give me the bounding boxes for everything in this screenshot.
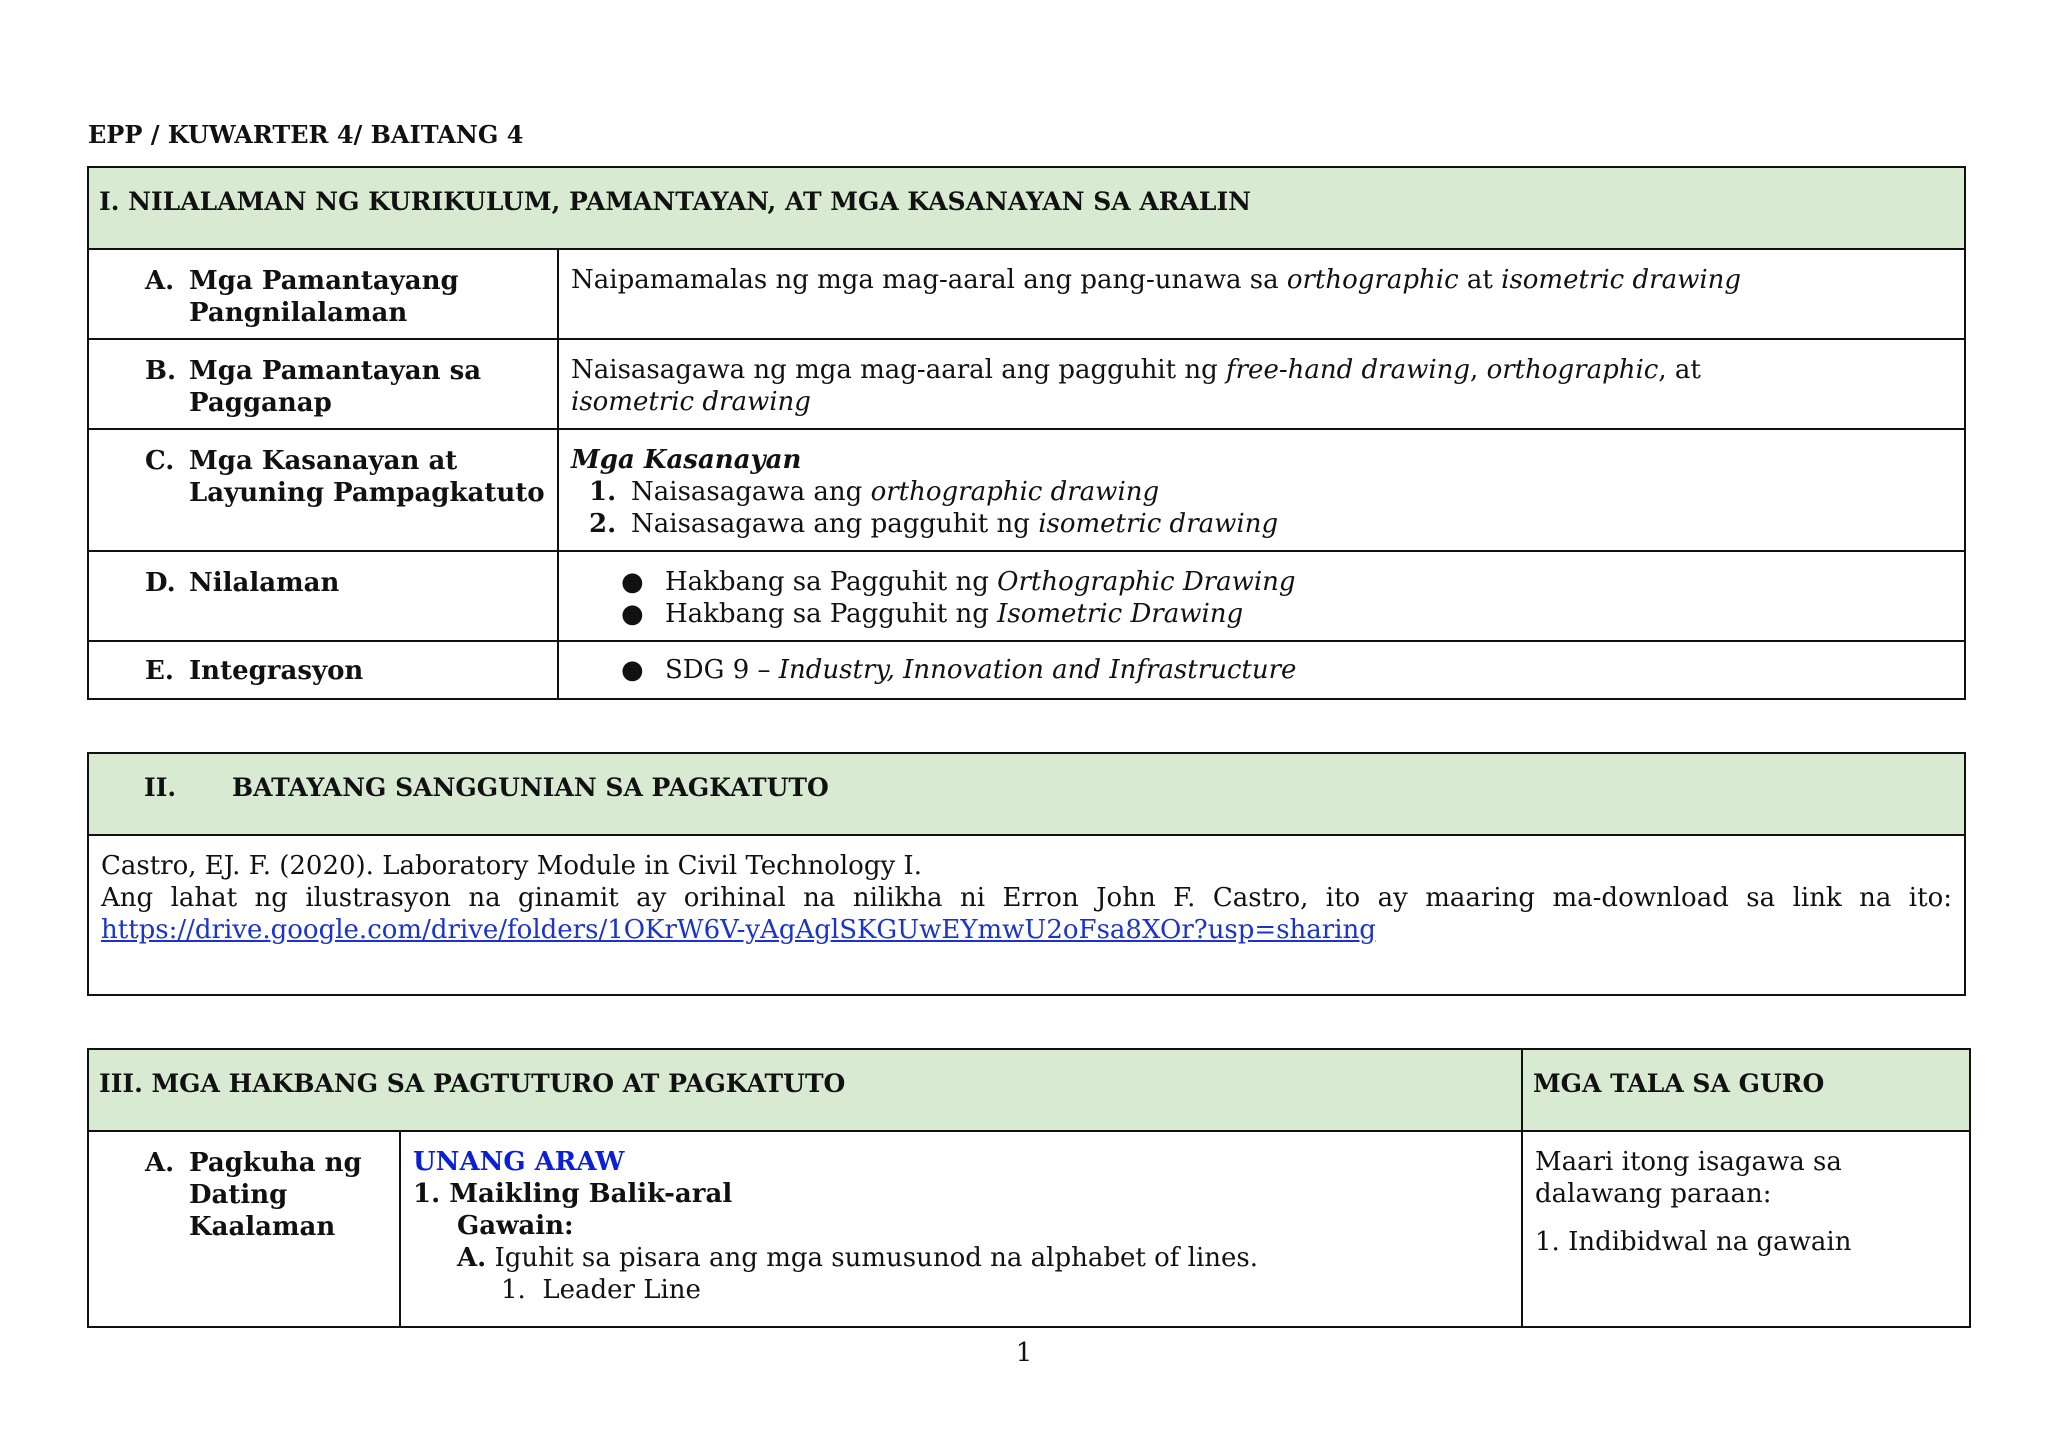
row-a-label <box>88 249 558 339</box>
item-number: 2. <box>589 509 617 539</box>
row-c-content <box>558 429 1965 551</box>
drive-link[interactable]: https://drive.google.com/drive/folders/1OKrW6V-yAgAglSKGUwEYmwU2oFsa8XOr?usp=sharing <box>101 915 1376 945</box>
section-2-title-text: BATAYANG SANGGUNIAN SA PAGKATUTO <box>232 773 829 802</box>
list-item <box>571 566 1952 598</box>
section-2-number: II. <box>144 773 177 802</box>
item-text: Leader Line <box>542 1275 701 1305</box>
item-number: 1. <box>501 1275 526 1305</box>
item-text: SDG 9 – <box>665 655 779 685</box>
page-number: 1 <box>1015 1338 1033 1368</box>
table-row <box>88 429 1965 551</box>
item-emphasis: isometric drawing <box>1038 509 1279 539</box>
table-row <box>88 835 1965 995</box>
table-row <box>88 249 1965 339</box>
item-text: Hakbang sa Pagguhit ng <box>665 599 998 629</box>
row-letter: C. <box>145 446 175 476</box>
reference-line: Castro, EJ. F. (2020). Laboratory Module in Civil Technology I. <box>101 851 922 881</box>
row-e-content <box>558 641 1965 699</box>
row-d-content <box>558 551 1965 641</box>
step-title: 1. Maikling Balik-aral <box>413 1179 733 1209</box>
day-label: UNANG ARAW <box>413 1147 625 1177</box>
row-label: Mga Pamantayang Pangnilalaman <box>189 266 459 328</box>
row-b-label <box>88 339 558 429</box>
content-text: , at <box>1658 355 1701 385</box>
instruction-text: Iguhit sa pisara ang mga sumusunod na alphabet of lines. <box>494 1243 1259 1273</box>
content-emphasis: free-hand drawing <box>1226 355 1471 385</box>
content-text: , <box>1470 355 1487 385</box>
references-content <box>88 835 1965 995</box>
content-text: Naisasagawa ng mga mag-aaral ang pagguhit ng <box>571 355 1226 385</box>
document-header: EPP / KUWARTER 4/ BAITANG 4 <box>88 120 524 149</box>
row-label: Integrasyon <box>189 656 364 686</box>
content-emphasis: isometric drawing <box>1501 265 1742 295</box>
bullet-icon: ● <box>621 655 644 685</box>
content-emphasis: orthographic <box>1286 265 1459 295</box>
item-emphasis: Orthographic Drawing <box>997 567 1296 597</box>
table-row <box>88 641 1965 699</box>
list-item <box>571 476 1952 508</box>
row-letter: A. <box>145 1148 175 1178</box>
references-table <box>87 752 1966 996</box>
row-letter: B. <box>145 356 177 386</box>
list-item <box>571 654 1952 686</box>
teacher-notes-content <box>1522 1131 1970 1327</box>
item-emphasis: orthographic drawing <box>870 477 1160 507</box>
bullet-icon: ● <box>621 599 644 629</box>
list-item <box>571 598 1952 630</box>
row-a-content <box>400 1131 1522 1327</box>
row-a-label <box>88 1131 400 1327</box>
content-text: Naipamamalas ng mga mag-aaral ang pang-unawa sa <box>571 265 1287 295</box>
row-label: Nilalaman <box>189 568 340 598</box>
item-emphasis: Industry, Innovation and Infrastructure <box>778 655 1297 685</box>
instruction-letter: A. <box>457 1243 487 1273</box>
bullet-icon: ● <box>621 567 644 597</box>
row-letter: A. <box>145 266 175 296</box>
row-letter: E. <box>145 656 174 686</box>
row-label: Mga Kasanayan at Layuning Pampagkatuto <box>189 446 545 508</box>
content-emphasis: isometric drawing <box>571 387 811 417</box>
row-c-label <box>88 429 558 551</box>
activity-label: Gawain: <box>457 1211 574 1241</box>
table-row <box>88 551 1965 641</box>
row-d-label <box>88 551 558 641</box>
section-2-title <box>88 753 1965 835</box>
table-row <box>88 1131 1970 1327</box>
item-text: Hakbang sa Pagguhit ng <box>665 567 998 597</box>
activity-instruction <box>413 1242 1509 1274</box>
row-e-label <box>88 641 558 699</box>
notes-line: Maari itong isagawa sa dalawang paraan: <box>1535 1147 1842 1209</box>
table-row <box>88 339 1965 429</box>
row-label: Mga Pamantayan sa Pagganap <box>189 356 482 418</box>
item-number: 1. <box>589 477 617 507</box>
list-item <box>413 1274 1509 1306</box>
teacher-notes-title: MGA TALA SA GURO <box>1522 1049 1970 1131</box>
skills-heading: Mga Kasanayan <box>571 445 802 475</box>
item-text: Naisasagawa ang pagguhit ng <box>631 509 1039 539</box>
curriculum-table <box>87 166 1966 700</box>
item-text: Naisasagawa ang <box>631 477 871 507</box>
notes-line: 1. Indibidwal na gawain <box>1535 1227 1852 1257</box>
list-item <box>571 508 1952 540</box>
teaching-steps-table <box>87 1048 1971 1328</box>
row-label: Pagkuha ng Dating Kaalaman <box>189 1148 362 1242</box>
section-1-title: I. NILALAMAN NG KURIKULUM, PAMANTAYAN, AT MGA KASANAYAN SA ARALIN <box>88 167 1965 249</box>
illustration-note: Ang lahat ng ilustrasyon na ginamit ay orihinal na nilikha ni Erron John F. Castro, ito ay maaring ma-download sa link na ito: <box>101 883 1952 913</box>
content-text: at <box>1458 265 1502 295</box>
row-a-content <box>558 249 1965 339</box>
content-emphasis: orthographic <box>1486 355 1659 385</box>
section-3-title: III. MGA HAKBANG SA PAGTUTURO AT PAGKATUTO <box>88 1049 1522 1131</box>
row-b-content <box>558 339 1965 429</box>
row-letter: D. <box>145 568 176 598</box>
item-emphasis: Isometric Drawing <box>997 599 1244 629</box>
